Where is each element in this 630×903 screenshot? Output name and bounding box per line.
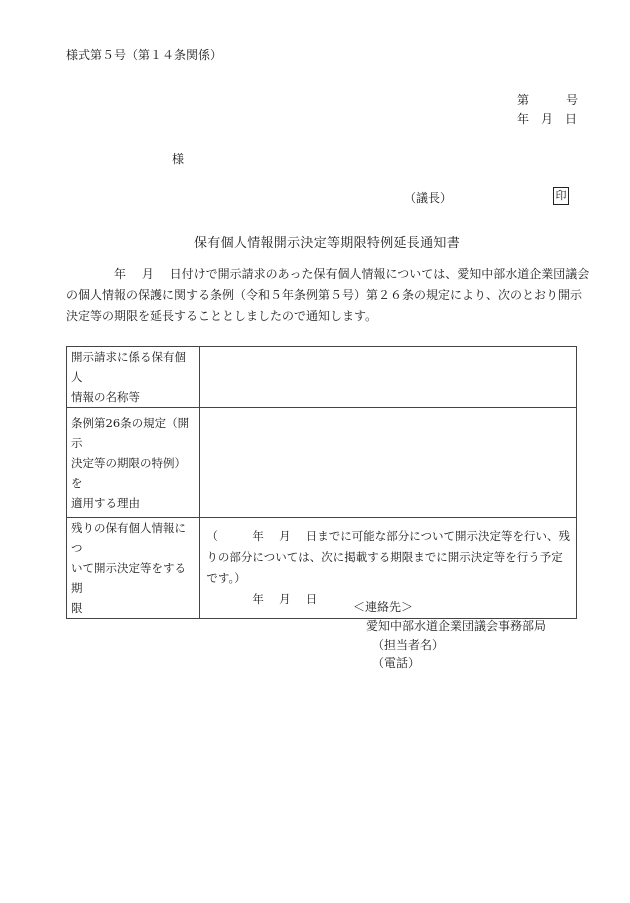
label-line: 開示請求に係る保有個人 <box>71 350 186 384</box>
document-number-suffix: 号 <box>566 93 579 107</box>
table-row <box>67 408 577 518</box>
issue-date-year: 年 <box>517 112 530 126</box>
sender-title: （議長） <box>404 191 453 205</box>
addressee: 様 <box>172 152 185 166</box>
value-line: です。） <box>206 571 246 585</box>
contact-heading: ＜連絡先＞ <box>353 600 414 614</box>
label-line: 条例第26条の規定（開示 <box>71 415 190 450</box>
row-label-reason <box>67 408 200 518</box>
label-line: 残りの保有個人情報につ <box>71 521 186 555</box>
row-label-info-name <box>67 347 200 408</box>
body-line: 決定等の期限を延長することとしましたので通知します。 <box>66 309 378 323</box>
contact-office: 愛知中部水道企業団議会事務部局 <box>366 619 547 633</box>
body-line: の個人情報の保護に関する条例（令和５年条例第５号）第２６条の規定により、次のとおり開示 <box>66 288 583 302</box>
row-label-deadline <box>67 518 200 619</box>
body-line: 年 月 日付けで開示請求のあった保有個人情報については、愛知中部水道企業団議会 <box>66 267 590 281</box>
value-line: 年 月 日 <box>206 592 318 606</box>
seal-mark: 印 <box>553 187 569 205</box>
label-line: いて開示決定等をする期 <box>71 561 186 595</box>
issue-date <box>517 110 577 127</box>
label-line: 決定等の期限の特例）を <box>71 455 186 490</box>
label-line: 情報の名称等 <box>71 390 140 404</box>
contact-person: （担当者名） <box>372 638 445 652</box>
row-value-reason <box>200 408 577 518</box>
document-number-label: 第 <box>517 93 530 107</box>
value-line: （ 年 月 日までに可能な部分について開示決定等を行い、残 <box>206 529 570 543</box>
row-value-info-name <box>200 347 577 408</box>
form-number: 様式第５号（第１４条関係） <box>66 48 223 62</box>
value-line: りの部分については、次に掲載する期限までに開示決定等を行う予定 <box>206 550 563 564</box>
label-line: 適用する理由 <box>71 495 140 510</box>
issue-date-month: 月 <box>541 112 554 126</box>
document-title: 保有個人情報開示決定等期限特例延長通知書 <box>194 236 461 251</box>
notice-table <box>66 346 577 619</box>
contact-phone: （電話） <box>372 656 421 670</box>
label-line: 限 <box>71 601 83 615</box>
table-row <box>67 518 577 619</box>
issue-date-day: 日 <box>565 112 578 126</box>
table-row <box>67 347 577 408</box>
body-paragraph <box>66 264 590 327</box>
